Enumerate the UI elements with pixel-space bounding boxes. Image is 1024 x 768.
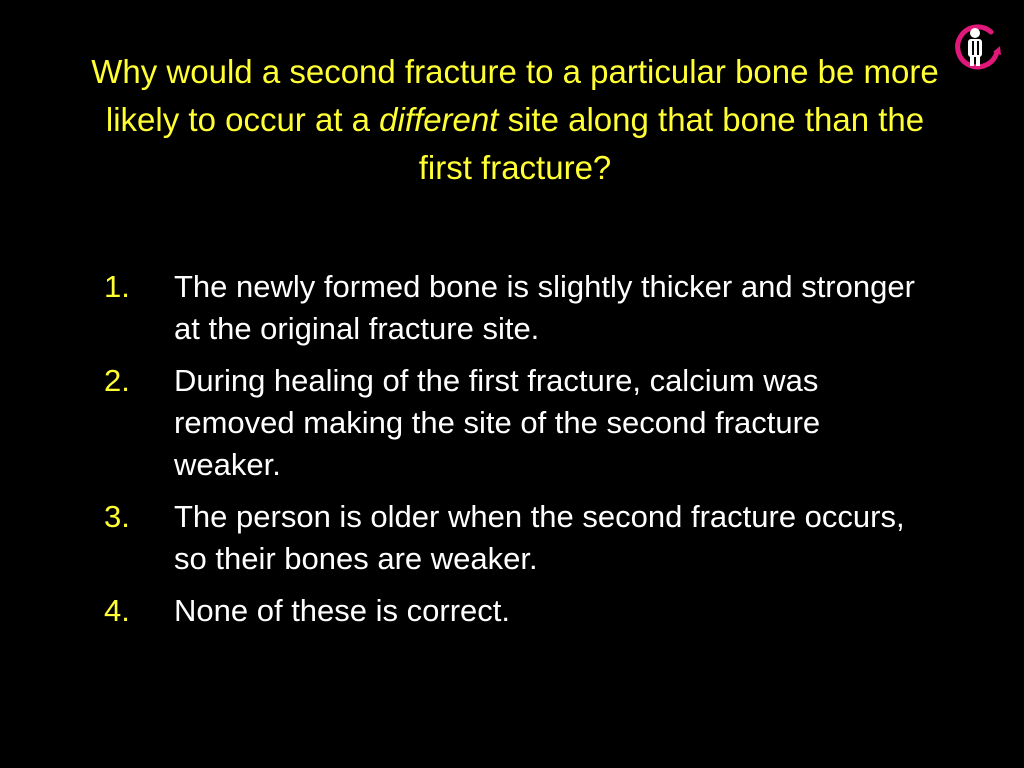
answer-number: 2. bbox=[104, 363, 130, 398]
answer-text: The person is older when the second fracture occurs, so their bones are weaker. bbox=[174, 499, 905, 576]
question-emphasis: different bbox=[379, 101, 499, 138]
answer-list bbox=[100, 266, 930, 642]
question-title bbox=[90, 48, 940, 192]
clicker-person-icon bbox=[953, 22, 1003, 72]
answer-text: None of these is correct. bbox=[174, 593, 510, 628]
question-text-part2: site along that bone than the first fracture? bbox=[418, 101, 925, 186]
answer-option-1 bbox=[100, 266, 930, 350]
answer-number: 1. bbox=[104, 269, 130, 304]
clicker-person-icon-graphic bbox=[953, 22, 1003, 72]
answer-number: 4. bbox=[104, 593, 130, 628]
answer-text: The newly formed bone is slightly thicker and stronger at the original fracture site. bbox=[174, 269, 915, 346]
answer-option-4 bbox=[100, 590, 930, 632]
answer-text: During healing of the first fracture, calcium was removed making the site of the second fracture weaker. bbox=[174, 363, 821, 482]
answer-option-2 bbox=[100, 360, 930, 486]
answer-option-3 bbox=[100, 496, 930, 580]
question-text-part1: Why would a second fracture to a particular bone be more likely to occur at a bbox=[91, 53, 939, 138]
answer-number: 3. bbox=[104, 499, 130, 534]
